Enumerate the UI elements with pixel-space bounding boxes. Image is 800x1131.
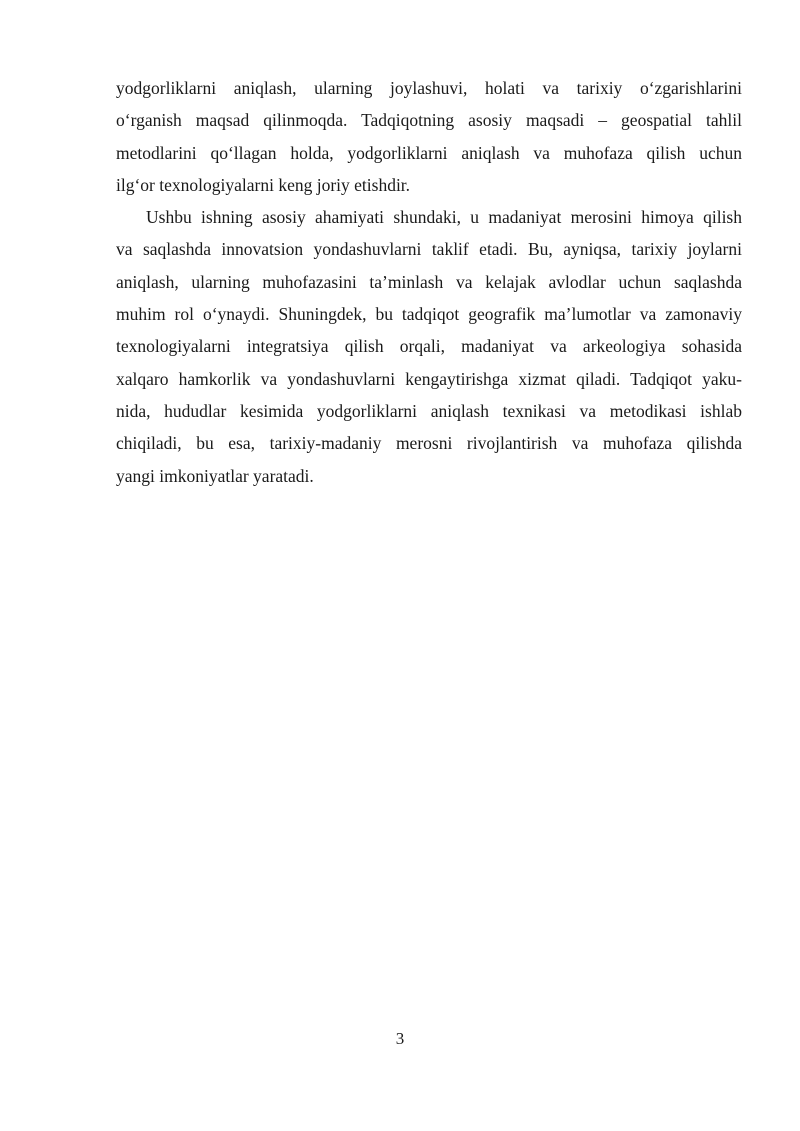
paragraph-line: Ushbu ishning asosiy ahamiyati shundaki, u madaniyat merosini himoya qilish bbox=[146, 207, 742, 228]
paragraph-2 bbox=[116, 201, 742, 492]
paragraph-line: o‘rganish maqsad qilinmoqda. Tadqiqotning asosiy maqsadi – geospatial tahlil bbox=[116, 110, 742, 131]
paragraph-line: metodlarini qo‘llagan holda, yodgorliklarni aniqlash va muhofaza qilish uchun bbox=[116, 142, 742, 163]
page-number: 3 bbox=[395, 1029, 405, 1048]
paragraph-line: muhim rol o‘ynaydi. Shuningdek, bu tadqiqot geografik ma’lumotlar va zamonaviy bbox=[116, 304, 742, 325]
paragraph-line: yangi imkoniyatlar yaratadi. bbox=[116, 465, 314, 486]
paragraph-line: nida, hududlar kesimida yodgorliklarni aniqlash texnikasi va metodikasi ishlab bbox=[116, 400, 742, 421]
paragraph-line: texnologiyalarni integratsiya qilish orqali, madaniyat va arkeologiya sohasida bbox=[116, 336, 742, 357]
body-text bbox=[116, 72, 742, 492]
paragraph-line: aniqlash, ularning muhofazasini ta’minlash va kelajak avlodlar uchun saqlashda bbox=[116, 271, 742, 292]
paragraph-1 bbox=[116, 72, 742, 201]
paragraph-line: va saqlashda innovatsion yondashuvlarni taklif etadi. Bu, ayniqsa, tarixiy joylarni bbox=[116, 239, 742, 260]
paragraph-line: ilg‘or texnologiyalarni keng joriy etishdir. bbox=[116, 174, 411, 195]
paragraph-line: chiqiladi, bu esa, tarixiy-madaniy merosni rivojlantirish va muhofaza qilishda bbox=[116, 433, 742, 454]
paragraph-line: yodgorliklarni aniqlash, ularning joylashuvi, holati va tarixiy o‘zgarishlarini bbox=[116, 78, 742, 98]
paragraph-line: xalqaro hamkorlik va yondashuvlarni kengaytirishga xizmat qiladi. Tadqiqot yaku- bbox=[116, 368, 742, 389]
